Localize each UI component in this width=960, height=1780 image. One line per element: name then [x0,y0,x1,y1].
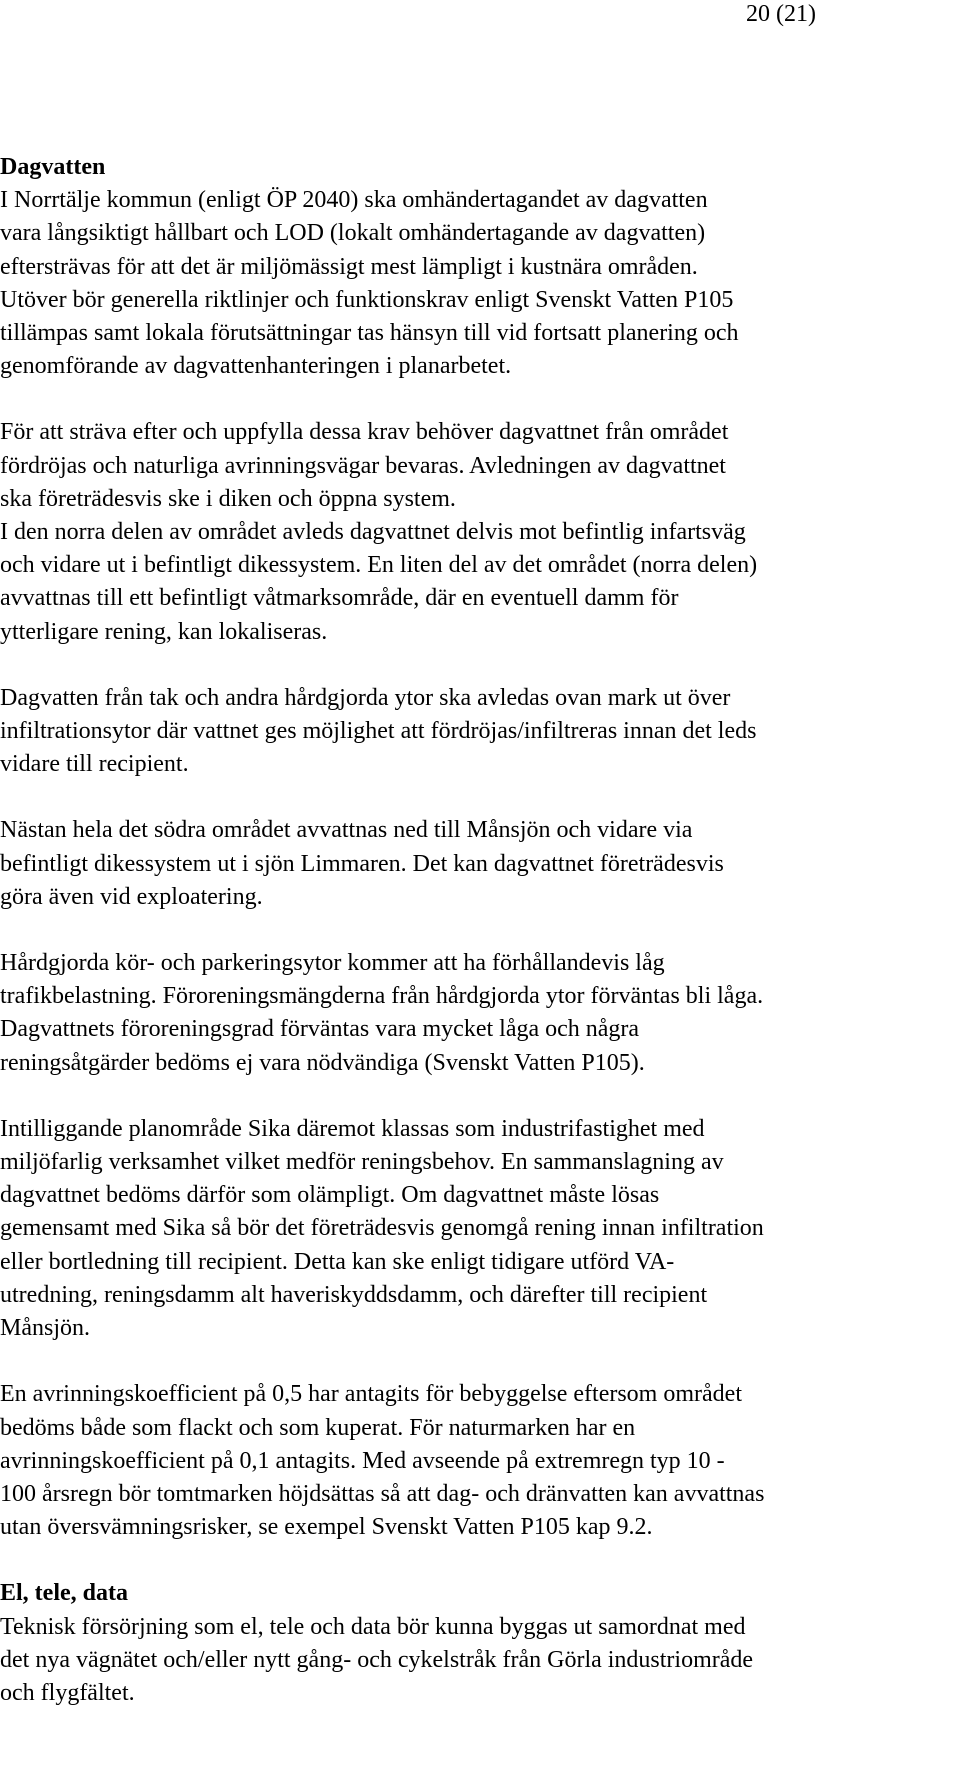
text-line: vidare till recipient. [0,751,189,778]
text-line: Nästan hela det södra området avvattnas ned till Månsjön och vidare via [0,817,693,844]
text-line: trafikbelastning. Föroreningsmängderna från hårdgjorda ytor förväntas bli låga. [0,983,764,1010]
text-line: eftersträvas för att det är miljömässigt mest lämpligt i kustnära områden. [0,253,698,280]
text-line: Dagvattnets föroreningsgrad förväntas vara mycket låga och några [0,1016,640,1043]
text-line: vara långsiktigt hållbart och LOD (lokalt omhändertagande av dagvatten) [0,220,706,247]
text-line: För att sträva efter och uppfylla dessa krav behöver dagvattnet från området [0,419,729,446]
text-line: gemensamt med Sika så bör det företrädesvis genomgå rening innan infiltration [0,1215,764,1242]
text-line: Dagvatten från tak och andra hårdgjorda ytor ska avledas ovan mark ut över [0,684,731,711]
text-line: genomförande av dagvattenhanteringen i planarbetet. [0,353,512,380]
paragraph [0,947,958,1080]
text-line: En avrinningskoefficient på 0,5 har antagits för bebyggelse eftersom området [0,1381,742,1408]
paragraph [0,1611,958,1711]
text-line: I den norra delen av området avleds dagvattnet delvis mot befintlig infartsväg [0,519,746,546]
text-line: avrinningskoefficient på 0,1 antagits. Med avseende på extremregn typ 10 - [0,1447,725,1474]
paragraph [0,184,958,383]
paragraph [0,1378,958,1544]
paragraph [0,682,958,782]
text-line: göra även vid exploatering. [0,883,263,910]
text-line: Utöver bör generella riktlinjer och funktionskrav enligt Svenskt Vatten P105 [0,286,734,313]
text-line: Hårdgjorda kör- och parkeringsytor kommer att ha förhållandevis låg [0,950,665,977]
paragraph [0,814,958,914]
text-line: bedöms både som flackt och som kuperat. För naturmarken har en [0,1414,636,1441]
text-line: infiltrationsytor där vattnet ges möjlighet att fördröjas/infiltreras innan det leds [0,718,757,745]
text-line: Intilliggande planområde Sika däremot klassas som industrifastighet med [0,1115,705,1142]
paragraph [0,1113,958,1345]
text-line: I Norrtälje kommun (enligt ÖP 2040) ska omhändertagandet av dagvatten [0,187,708,214]
text-line: befintligt dikessystem ut i sjön Limmaren. Det kan dagvattnet företrädesvis [0,850,724,877]
text-line: och vidare ut i befintligt dikessystem. En liten del av det området (norra delen) [0,552,758,579]
text-line: miljöfarlig verksamhet vilket medför reningsbehov. En sammanslagning av [0,1149,724,1176]
text-line: Månsjön. [0,1315,90,1342]
page-number: 20 (21) [746,1,816,27]
text-line: fördröjas och naturliga avrinningsvägar bevaras. Avledningen av dagvattnet [0,452,726,479]
text-line: ska företrädesvis ske i diken och öppna system. [0,485,456,512]
text-line: tillämpas samt lokala förutsättningar tas hänsyn till vid fortsatt planering och [0,320,739,347]
text-line: utredning, reningsdamm alt haveriskyddsdamm, och därefter till recipient [0,1281,708,1308]
document-body [0,151,958,1710]
text-line: reningsåtgärder bedöms ej vara nödvändiga (Svenskt Vatten P105). [0,1049,645,1076]
text-line: dagvattnet bedöms därför som olämpligt. Om dagvattnet måste lösas [0,1182,660,1209]
text-line: och flygfältet. [0,1679,135,1706]
text-line: eller bortledning till recipient. Detta kan ske enligt tidigare utförd VA- [0,1248,675,1275]
section-heading-dagvatten: Dagvatten [0,154,106,180]
text-line: utan översvämningsrisker, se exempel Svenskt Vatten P105 kap 9.2. [0,1514,653,1541]
paragraph [0,416,958,648]
text-line: 100 årsregn bör tomtmarken höjdsättas så att dag- och dränvatten kan avvattnas [0,1480,765,1507]
section-heading-el-tele-data: El, tele, data [0,1580,128,1607]
text-line: ytterligare rening, kan lokaliseras. [0,618,328,645]
text-line: Teknisk försörjning som el, tele och data bör kunna byggas ut samordnat med [0,1613,746,1640]
text-line: avvattnas till ett befintligt våtmarksområde, där en eventuell damm för [0,585,679,612]
text-line: det nya vägnätet och/eller nytt gång- och cykelstråk från Görla industriområde [0,1646,754,1673]
